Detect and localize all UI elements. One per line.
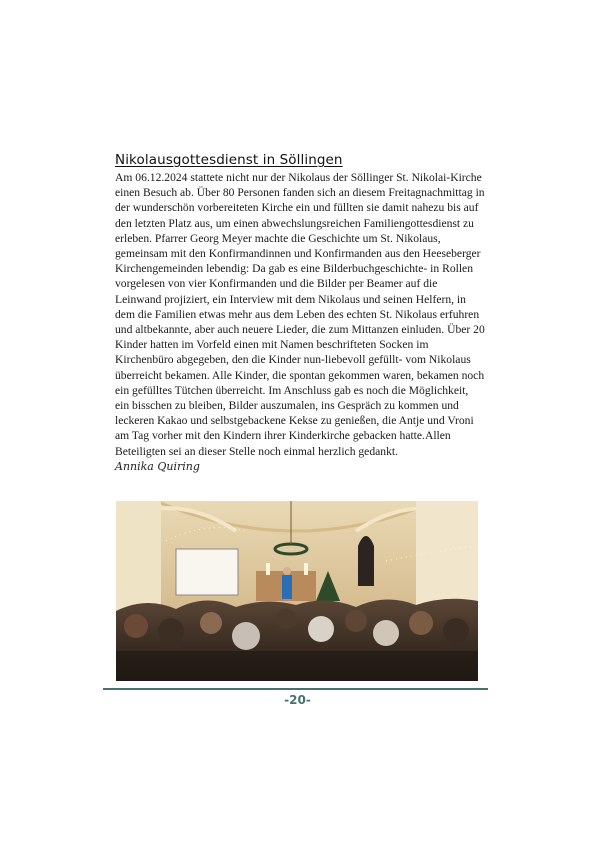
article-body: Am 06.12.2024 stattete nicht nur der Nikolaus der Söllinger St. Nikolai-Kirche einen Besuch ab. Über 80 Personen fanden sich an diesem Freitagnachmittag in der wunderschön vorbereiteten Kirche ein und füllten sie damit nahezu bis auf den letzten Platz aus, um einen abwechslungsreichen Familiengottesdienst zu erleben. Pfarrer Georg Meyer machte die Geschichte um St. Nikolaus, gemeinsam mit den Konfirmandinnen und Konfirmanden aus den Heeseberger Kirchengemeinden lebendig: Da gab es eine Bilderbuchgeschichte- in Rollen vorgelesen von vier Konfirmanden und die Bilder per Beamer auf die Leinwand projiziert, ein Interview mit dem Nikolaus und seinen Helfern, in dem die Familien etwas mehr aus dem Leben des echten St. Nikolaus erfuhren und altbekannte, aber auch neuere Lieder, die zum Mittanzen einluden. Über 20 Kinder hatten im Vorfeld einen mit Namen beschrifteten Socken im Kirchenbüro abgegeben, den die Kinder nun-liebevoll gefüllt- vom Nikolaus überreicht bekamen. Alle Kinder, die spontan gekommen waren, bekamen noch ein gefülltes Tütchen überreicht. Im Anschluss gab es noch die Möglichkeit, ein bisschen zu bleiben, Bilder auszumalen, ins Gespräch zu kommen und leckeren Kakao und selbstgebackene Kekse zu genießen, die Antje und Vroni am Tag vorher mit den Kindern ihrer Kinderkirche gebacken hatte.Allen Beteiligten sei an dieser Stelle noch einmal herzlich gedankt. [115,171,485,458]
article [115,152,485,473]
church-service-photo [116,501,478,681]
page-number: -20- [284,693,311,707]
article-author: Annika Quiring [115,459,200,473]
article-title: Nikolausgottesdienst in Söllingen [115,152,343,168]
footer-divider [103,688,488,690]
